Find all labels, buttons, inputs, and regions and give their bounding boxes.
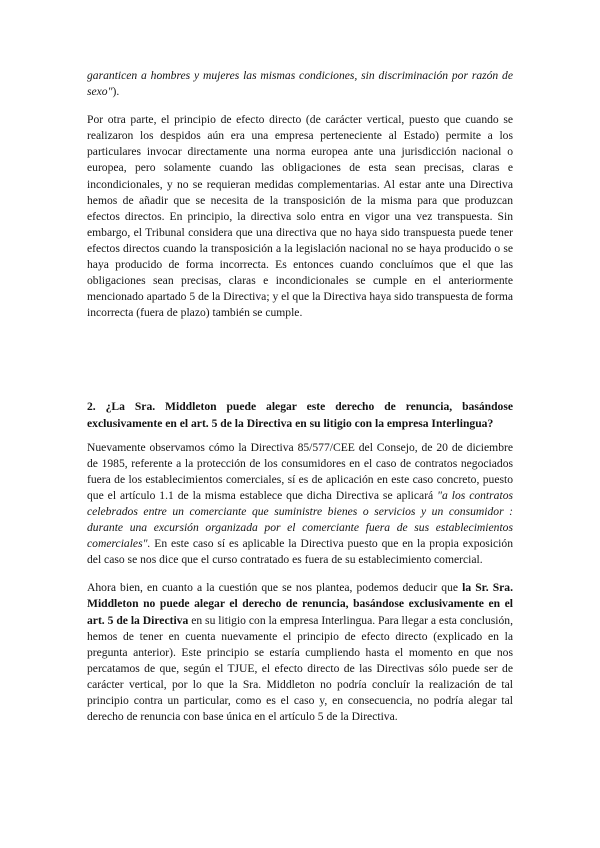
paragraph-directiva-85-577	[87, 440, 513, 569]
intro-italic-quote: garanticen a hombres y mujeres las mismas condiciones, sin discriminación por razón de sexo"	[87, 69, 513, 99]
conclusion-bold-statement: la Sr. Sra. Middleton no puede alegar el derecho de renuncia, basándose exclusivamente en el art. 5 de la Directiva	[87, 581, 513, 627]
paragraph-conclusion	[87, 580, 513, 725]
intro-closing: ).	[112, 85, 120, 99]
conclusion-text-before: Ahora bien, en cuanto a la cuestión que se nos plantea, podemos deducir que	[87, 581, 463, 595]
paragraph-directiva-text-before: Nuevamente observamos cómo la Directiva 85/577/CEE del Consejo, de 20 de diciembre de 1985, referente a la protección de los consumidores en el caso de contratos negociados fuera de los establecimientos comerciales, sí es de aplicación en este caso concreto, puesto que el artículo 1.1 de la misma establece que dicha Directiva se aplicará	[87, 440, 513, 502]
document-body	[87, 68, 513, 725]
article-1-1-quote: "a los contratos celebrados entre un comerciante que suministre bienes o servicios y un consumidor : durante una excursión organizada por el comerciante fuera de sus establecimientos comerciales".	[87, 488, 513, 551]
intro-quote-tail	[87, 68, 513, 100]
question-2-heading: 2. ¿La Sra. Middleton puede alegar este derecho de renuncia, basándose exclusivamente en el art. 5 de la Directiva en su litigio con la empresa Interlingua?	[87, 400, 513, 430]
conclusion-text-after: en su litigio con la empresa Interlingua. Para llegar a esta conclusión, hemos de tener en cuenta nuevamente el principio de efecto directo (explicado en la pregunta anterior). Este principio se estaría cumpliendo hasta el momento en que nos percatamos de que, según el TJUE, el efecto directo de las Directivas sólo puede ser de carácter vertical, por lo que la Sra. Middleton no podría concluír la realización de tal principio contra un particular, como es el caso y, en consecuencia, no podría alegar tal derecho de renuncia con base única en el artículo 5 de la Directiva.	[87, 613, 513, 724]
paragraph-directiva-text-after: En este caso sí es aplicable la Directiva puesto que en la propia exposición del caso se nos dice que el curso contratado es fuera de su establecimiento comercial.	[87, 537, 513, 567]
paragraph-efecto-directo: Por otra parte, el principio de efecto directo (de carácter vertical, puesto que cuando se realizaron los despidos aún era una empresa perteneciente al Estado) permite a los particulares invocar directamente una norma europea ante una jurisdicción nacional o europea, pero solamente cuando las obligaciones de esta sean precisas, claras e incondicionales, y no se requieran medidas complementarias. Al estar ante una Directiva hemos de añadir que se necesita de la transposición de la misma para que produzcan efectos directos. En principio, la directiva solo entra en vigor una vez transpuesta. Sin embargo, el Tribunal considera que una directiva que no haya sido transpuesta puede tener efectos directos cuando la transposición a la legislación nacional no se haya producido o se haya producido de forma incorrecta. Es entonces cuando concluímos que el que las obligaciones sean precisas, claras e incondicionales se cumple en el anteriormente mencionado apartado 5 de la Directiva; y el que la Directiva haya sido transpuesta de forma incorrecta (fuera de plazo) también se cumple.	[87, 113, 513, 320]
